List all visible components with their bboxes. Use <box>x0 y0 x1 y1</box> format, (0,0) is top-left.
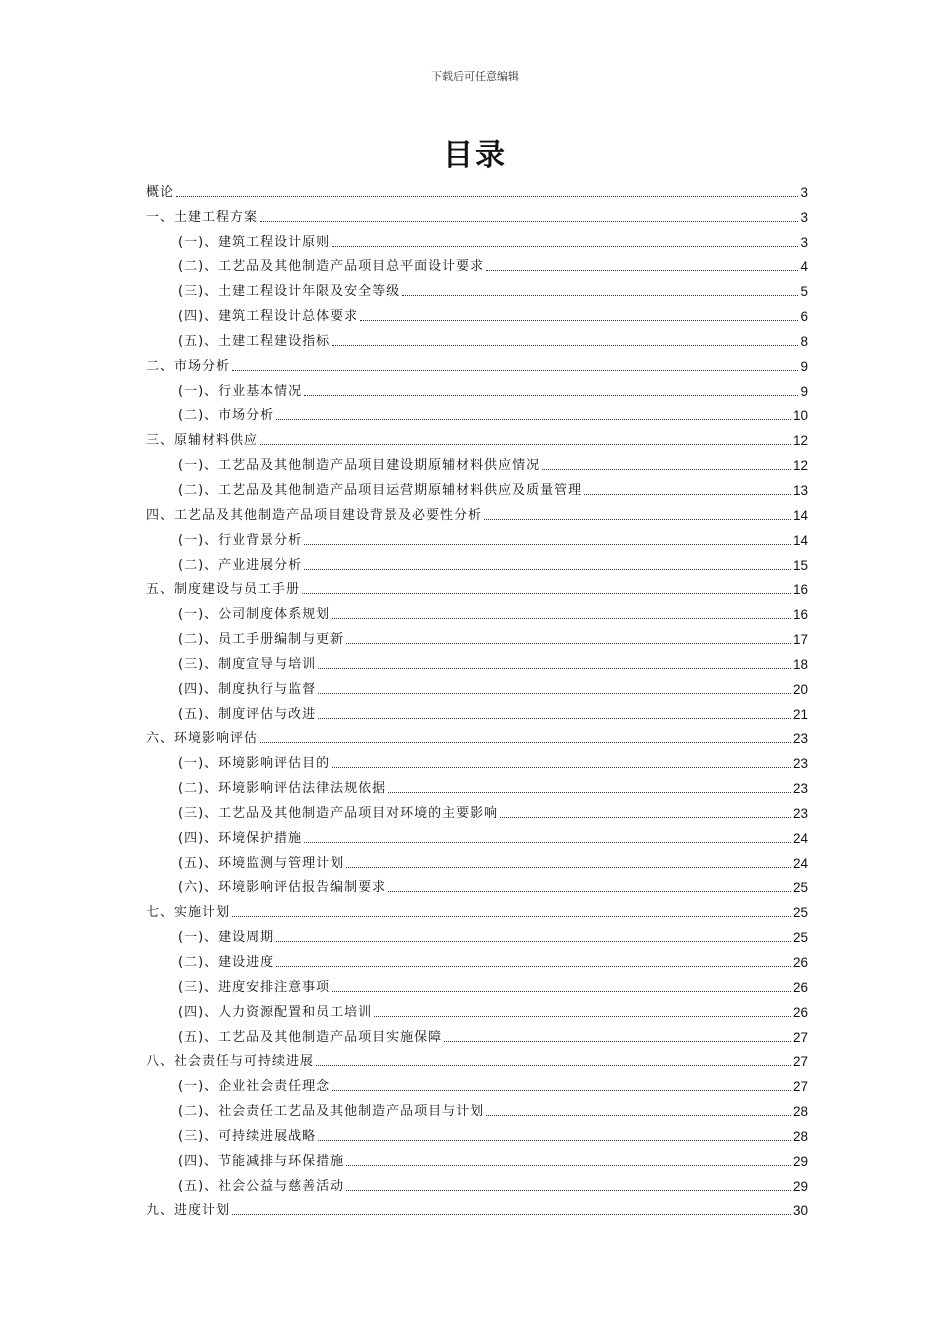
toc-entry-title: (一)、环境影响评估目的 <box>178 756 331 772</box>
table-of-contents <box>146 176 808 1219</box>
toc-entry[interactable] <box>146 400 808 425</box>
toc-entry-page-number: 27 <box>792 1079 808 1095</box>
toc-entry-page-number: 8 <box>800 333 808 349</box>
toc-entry-page-number: 6 <box>800 309 808 325</box>
toc-entry-title: 四、工艺品及其他制造产品项目建设背景及必要性分析 <box>146 507 483 523</box>
toc-entry-page-number: 30 <box>792 1203 808 1219</box>
toc-entry-page-number: 12 <box>792 458 808 474</box>
toc-entry-page-number: 26 <box>792 955 808 970</box>
toc-entry[interactable] <box>146 896 808 921</box>
toc-dot-leader <box>318 718 791 719</box>
toc-entry-title: (三)、工艺品及其他制造产品项目对环境的主要影响 <box>178 805 499 821</box>
toc-dot-leader <box>486 270 798 271</box>
toc-dot-leader <box>332 1090 791 1091</box>
toc-entry[interactable] <box>146 1021 808 1046</box>
page-title: 目录 <box>443 138 507 173</box>
toc-dot-leader <box>542 469 791 470</box>
toc-dot-leader <box>500 817 791 818</box>
toc-entry-title: 概论 <box>146 184 175 200</box>
toc-entry-title: (一)、公司制度体系规划 <box>178 607 331 623</box>
toc-entry-page-number: 20 <box>792 681 808 697</box>
toc-dot-leader <box>318 1140 791 1141</box>
toc-entry-title: (二)、工艺品及其他制造产品项目运营期原辅材料供应及质量管理 <box>178 482 583 498</box>
toc-entry-title: (二)、产业进展分析 <box>178 557 303 573</box>
toc-dot-leader <box>232 370 798 371</box>
toc-entry[interactable] <box>146 822 808 847</box>
toc-entry[interactable] <box>146 375 808 400</box>
toc-entry[interactable] <box>146 723 808 748</box>
toc-entry-title: (三)、可持续进展战略 <box>178 1128 317 1144</box>
toc-entry[interactable] <box>146 946 808 971</box>
toc-entry[interactable] <box>146 921 808 946</box>
toc-dot-leader <box>276 419 791 420</box>
toc-entry-page-number: 21 <box>792 706 808 722</box>
toc-entry[interactable] <box>146 598 808 623</box>
toc-dot-leader <box>304 842 791 843</box>
toc-entry-title: (一)、企业社会责任理念 <box>178 1079 331 1095</box>
toc-entry-title: 九、进度计划 <box>146 1203 231 1219</box>
toc-entry-title: 一、土建工程方案 <box>146 209 259 225</box>
page-header: 下载后可任意编辑 <box>431 70 519 83</box>
toc-entry-title: 八、社会责任与可持续进展 <box>146 1054 315 1070</box>
toc-entry[interactable] <box>146 996 808 1021</box>
toc-dot-leader <box>346 1190 791 1191</box>
toc-entry-page-number: 26 <box>792 1004 808 1020</box>
toc-dot-leader <box>176 196 798 197</box>
toc-entry-title: 六、环境影响评估 <box>146 731 259 747</box>
toc-entry[interactable] <box>146 474 808 499</box>
toc-entry-page-number: 3 <box>800 209 808 225</box>
toc-entry-page-number: 27 <box>792 1029 808 1045</box>
toc-entry[interactable] <box>146 574 808 599</box>
toc-entry-title: (四)、环境保护措施 <box>178 830 303 846</box>
toc-entry-title: 五、制度建设与员工手册 <box>146 582 301 598</box>
toc-dot-leader <box>388 891 791 892</box>
toc-entry[interactable] <box>146 300 808 325</box>
toc-entry[interactable] <box>146 872 808 897</box>
toc-entry-page-number: 9 <box>800 383 808 399</box>
toc-entry[interactable] <box>146 201 808 226</box>
toc-entry-title: (四)、建筑工程设计总体要求 <box>178 309 359 325</box>
toc-entry-title: 七、实施计划 <box>146 905 231 921</box>
toc-entry-page-number: 18 <box>792 656 808 672</box>
toc-entry-title: (二)、工艺品及其他制造产品项目总平面设计要求 <box>178 259 485 275</box>
toc-entry-page-number: 9 <box>800 358 808 374</box>
toc-entry-title: (五)、制度评估与改进 <box>178 706 317 722</box>
toc-entry-title: (一)、建设周期 <box>178 930 275 946</box>
toc-entry-title: (二)、市场分析 <box>178 408 275 424</box>
toc-entry[interactable] <box>146 549 808 574</box>
toc-entry[interactable] <box>146 847 808 872</box>
toc-dot-leader <box>332 767 791 768</box>
toc-entry-title: 三、原辅材料供应 <box>146 433 259 449</box>
toc-dot-leader <box>402 295 798 296</box>
toc-entry-page-number: 15 <box>792 557 808 573</box>
toc-dot-leader <box>346 1165 791 1166</box>
toc-dot-leader <box>316 1065 791 1066</box>
toc-dot-leader <box>260 742 791 743</box>
toc-dot-leader <box>360 320 798 321</box>
toc-entry-title: (二)、环境影响评估法律法规依据 <box>178 781 387 797</box>
toc-entry-page-number: 24 <box>792 830 808 846</box>
toc-entry-title: (五)、社会公益与慈善活动 <box>178 1178 345 1194</box>
toc-entry[interactable] <box>146 275 808 300</box>
toc-entry[interactable] <box>146 797 808 822</box>
toc-entry-page-number: 29 <box>792 1153 808 1169</box>
toc-entry-page-number: 13 <box>792 482 808 498</box>
toc-dot-leader <box>302 593 791 594</box>
toc-entry-page-number: 16 <box>792 582 808 598</box>
toc-entry-title: (二)、员工手册编制与更新 <box>178 632 345 648</box>
toc-entry-page-number: 3 <box>800 234 808 250</box>
toc-dot-leader <box>232 1214 791 1215</box>
toc-entry-title: (一)、工艺品及其他制造产品项目建设期原辅材料供应情况 <box>178 458 541 474</box>
toc-entry[interactable] <box>146 772 808 797</box>
toc-entry-page-number: 26 <box>792 979 808 995</box>
toc-entry[interactable] <box>146 1120 808 1145</box>
toc-dot-leader <box>332 246 798 247</box>
toc-entry[interactable] <box>146 226 808 251</box>
toc-dot-leader <box>444 1041 791 1042</box>
toc-entry-title: (一)、行业背景分析 <box>178 532 303 548</box>
toc-entry[interactable] <box>146 325 808 350</box>
toc-entry[interactable] <box>146 1145 808 1170</box>
toc-entry-page-number: 23 <box>792 781 808 797</box>
toc-entry[interactable] <box>146 499 808 524</box>
toc-entry-page-number: 5 <box>800 284 808 300</box>
toc-entry[interactable] <box>146 747 808 772</box>
toc-dot-leader <box>486 1115 791 1116</box>
toc-entry-page-number: 14 <box>792 507 808 523</box>
toc-entry[interactable] <box>146 698 808 723</box>
toc-entry-title: (五)、环境监测与管理计划 <box>178 855 345 871</box>
toc-dot-leader <box>318 668 791 669</box>
toc-dot-leader <box>346 643 791 644</box>
toc-entry-title: (六)、环境影响评估报告编制要求 <box>178 880 387 896</box>
toc-entry-page-number: 29 <box>792 1178 808 1194</box>
toc-dot-leader <box>232 916 791 917</box>
toc-dot-leader <box>260 444 791 445</box>
toc-entry-page-number: 28 <box>792 1104 808 1120</box>
toc-dot-leader <box>332 991 791 992</box>
toc-entry[interactable] <box>146 449 808 474</box>
toc-entry-title: (四)、节能减排与环保措施 <box>178 1153 345 1169</box>
toc-entry-title: (五)、工艺品及其他制造产品项目实施保障 <box>178 1029 443 1045</box>
toc-entry-page-number: 27 <box>792 1054 808 1070</box>
toc-entry-title: (一)、行业基本情况 <box>178 383 303 399</box>
toc-entry-title: (四)、制度执行与监督 <box>178 681 317 697</box>
toc-dot-leader <box>304 569 791 570</box>
toc-entry-page-number: 10 <box>792 408 808 424</box>
toc-entry-page-number: 25 <box>792 905 808 921</box>
toc-entry-page-number: 12 <box>792 433 808 449</box>
toc-entry[interactable] <box>146 673 808 698</box>
toc-entry-page-number: 28 <box>792 1128 808 1144</box>
toc-entry-page-number: 25 <box>792 930 808 946</box>
toc-entry[interactable] <box>146 251 808 276</box>
toc-entry-page-number: 23 <box>792 756 808 772</box>
toc-dot-leader <box>276 966 791 967</box>
toc-dot-leader <box>318 693 791 694</box>
toc-entry[interactable] <box>146 1070 808 1095</box>
toc-entry-page-number: 4 <box>800 259 808 275</box>
toc-entry-page-number: 14 <box>792 532 808 548</box>
toc-entry-page-number: 25 <box>792 880 808 896</box>
toc-entry-title: (三)、制度宣导与培训 <box>178 656 317 672</box>
toc-entry[interactable] <box>146 1095 808 1120</box>
toc-entry-title: 二、市场分析 <box>146 358 231 374</box>
toc-entry-title: (三)、土建工程设计年限及安全等级 <box>178 284 401 300</box>
toc-entry-page-number: 24 <box>792 855 808 871</box>
toc-entry[interactable] <box>146 971 808 996</box>
toc-dot-leader <box>374 1016 791 1017</box>
toc-entry-page-number: 3 <box>800 184 808 200</box>
toc-dot-leader <box>332 618 791 619</box>
toc-entry[interactable] <box>146 176 808 201</box>
toc-entry[interactable] <box>146 350 808 375</box>
toc-dot-leader <box>346 867 791 868</box>
toc-entry[interactable] <box>146 1195 808 1220</box>
toc-entry-title: (一)、建筑工程设计原则 <box>178 234 331 250</box>
toc-entry-title: (四)、人力资源配置和员工培训 <box>178 1004 373 1020</box>
toc-entry-title: (二)、社会责任工艺品及其他制造产品项目与计划 <box>178 1104 485 1120</box>
toc-entry[interactable] <box>146 524 808 549</box>
toc-dot-leader <box>332 345 798 346</box>
toc-dot-leader <box>484 519 791 520</box>
toc-entry[interactable] <box>146 648 808 673</box>
toc-dot-leader <box>260 221 798 222</box>
toc-entry-page-number: 16 <box>792 607 808 623</box>
toc-entry[interactable] <box>146 1046 808 1071</box>
toc-dot-leader <box>276 941 791 942</box>
toc-dot-leader <box>584 494 791 495</box>
toc-dot-leader <box>304 544 791 545</box>
toc-entry-page-number: 23 <box>792 805 808 821</box>
toc-entry[interactable] <box>146 424 808 449</box>
toc-dot-leader <box>304 395 798 396</box>
toc-entry-page-number: 23 <box>792 731 808 747</box>
toc-entry[interactable] <box>146 623 808 648</box>
toc-entry-page-number: 17 <box>792 632 808 648</box>
toc-entry[interactable] <box>146 1170 808 1195</box>
toc-dot-leader <box>388 792 791 793</box>
toc-entry-title: (五)、土建工程建设指标 <box>178 333 331 349</box>
toc-entry-title: (二)、建设进度 <box>178 955 275 970</box>
toc-entry-title: (三)、进度安排注意事项 <box>178 979 331 995</box>
